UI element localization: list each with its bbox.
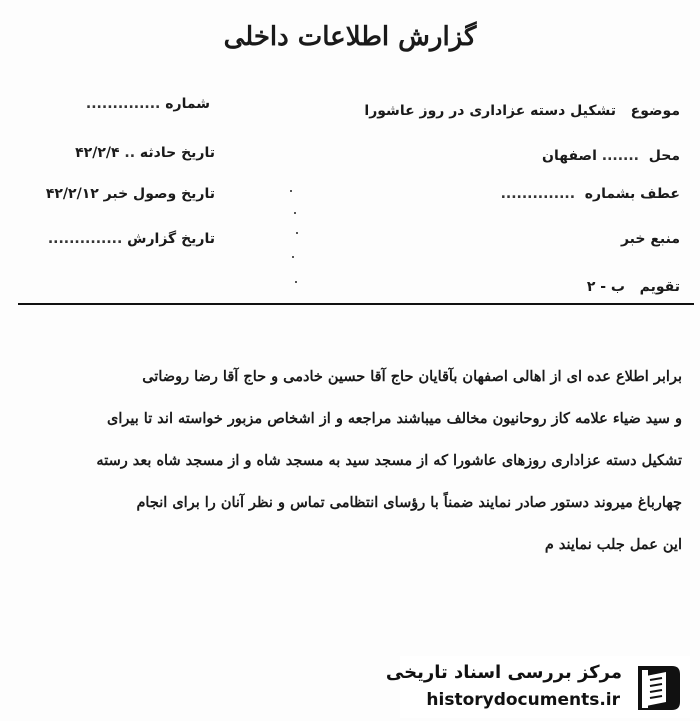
received-date-value: ۴۲/۲/۱۲: [45, 186, 99, 202]
received-date-label: تاریخ وصول خبر: [103, 186, 215, 202]
rating-value: ب - ۲: [586, 279, 626, 295]
rating-label: تقویم: [639, 279, 680, 295]
subject-value: تشکیل دسته عزاداری در روز عاشورا: [364, 103, 617, 119]
incident-date-label: تاریخ حادثه: [139, 145, 215, 161]
incident-date-field: تاریخ حادثه .. ۴۲/۲/۴: [75, 145, 215, 161]
received-date-field: [46, 186, 215, 202]
page-title: گزارش اطلاعات داخلی: [223, 22, 477, 52]
scan-speck: [292, 256, 294, 258]
archive-watermark: [385, 656, 690, 718]
body-line: چهارباغ میروند دستور صادر نمایند ضمناً با رؤسای انتظامی تماس و نظر آنان را برای انجام: [136, 494, 682, 511]
location-field: [542, 148, 680, 164]
location-value: اصفهان: [542, 148, 597, 164]
attached-label: عطف بشماره: [584, 186, 680, 202]
body-line: برابر اطلاع عده ای از اهالی اصفهان بآقایان حاج آقا حسین خادمی و حاج آقا رضا روضاتی: [142, 368, 682, 385]
incident-date-value: ۴۲/۲/۴: [75, 145, 120, 161]
report-date-value: ..............: [47, 231, 123, 247]
report-date-field: [48, 231, 215, 247]
document-archive-logo-icon: [632, 662, 684, 714]
number-label: شماره: [165, 96, 210, 112]
attached-field: [501, 186, 680, 202]
archive-url: historydocuments.ir: [426, 690, 620, 710]
attached-value: ..............: [500, 186, 576, 202]
rating-field: [587, 279, 680, 295]
location-dots: .......: [601, 148, 639, 164]
body-line: تشکیل دسته عزاداری روزهای عاشورا که از مسجد سید به مسجد شاه و از مسجد شاه بعد رسته: [96, 452, 682, 469]
report-date-label: تاریخ گزارش: [127, 231, 215, 247]
number-field: [86, 96, 210, 112]
subject-field: [364, 103, 680, 119]
scan-speck: [296, 232, 298, 234]
archive-org-name: مرکز بررسی اسناد تاریخی: [385, 662, 622, 683]
location-label: محل: [648, 148, 680, 164]
source-label: منبع خبر: [620, 231, 680, 247]
number-value: ..............: [85, 96, 161, 112]
body-line: و سید ضیاء علامه کاز روحانیون مخالف میباشند مراجعه و از اشخاص مزبور خواسته اند تا بیرای: [106, 410, 682, 427]
source-field: [621, 231, 680, 247]
scan-speck: [290, 190, 292, 192]
report-body: [22, 362, 682, 572]
header-divider: [18, 303, 694, 305]
scan-speck: [295, 281, 297, 283]
subject-label: موضوع: [630, 103, 680, 119]
body-line: این عمل جلب نمایند م: [544, 536, 682, 553]
scan-speck: [294, 212, 296, 214]
